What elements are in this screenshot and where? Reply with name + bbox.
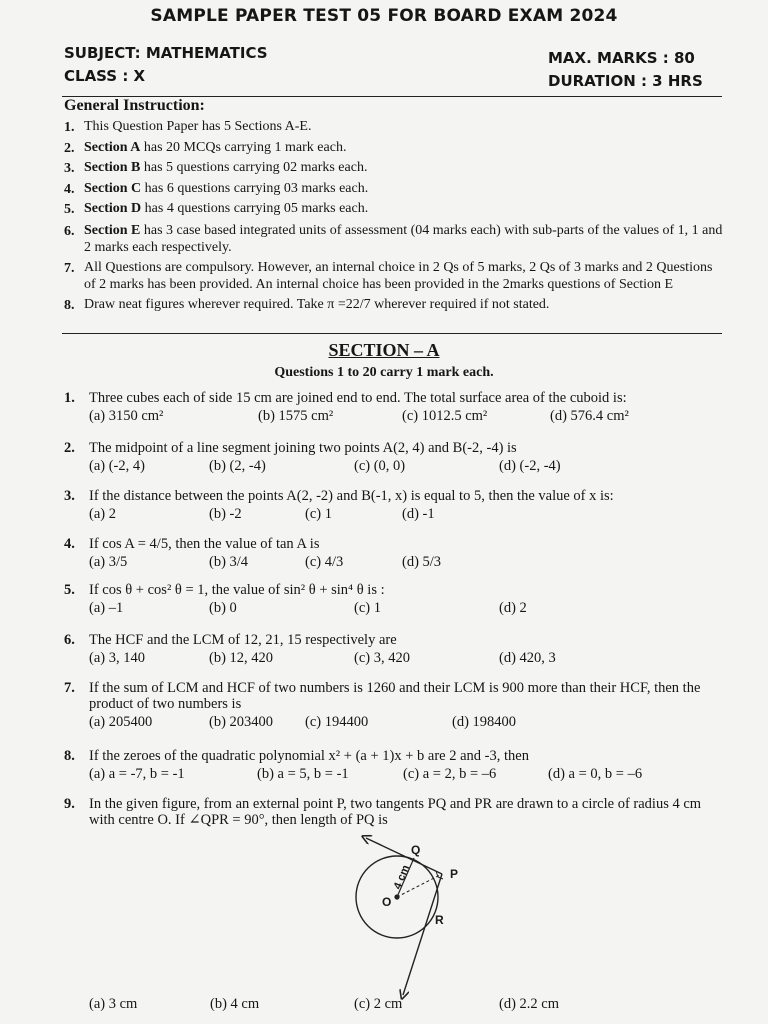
- instruction-item: [64, 259, 724, 293]
- instruction-bold: Section D: [84, 201, 142, 216]
- option-d: (d) (-2, -4): [499, 458, 561, 474]
- instruction-item: [64, 159, 724, 180]
- option-a: (a) 3 cm: [89, 996, 138, 1012]
- option-b: (b) 0: [209, 600, 237, 616]
- section-title-text: SECTION – A: [328, 340, 440, 360]
- question-number: 8.: [64, 748, 75, 764]
- question-number: 4.: [64, 536, 75, 552]
- options: [89, 766, 724, 784]
- option-c: (c) 3, 420: [354, 650, 410, 666]
- instruction-text: [84, 222, 724, 256]
- option-b: (b) -2: [209, 506, 242, 522]
- option-b: (b) 203400: [209, 714, 274, 730]
- section-title: [0, 340, 768, 361]
- instruction-bold: Section E: [84, 222, 141, 238]
- instruction-body: has 4 questions carrying 05 marks each.: [141, 201, 369, 216]
- question-text: If cos A = 4/5, then the value of tan A is: [89, 536, 320, 552]
- instruction-text: [84, 180, 724, 201]
- option-d: (d) 420, 3: [499, 650, 556, 666]
- option-c: (c) 1: [305, 506, 332, 522]
- instruction-bold: Section A: [84, 139, 141, 155]
- instruction-body: All Questions are compulsory. However, an internal choice in 2 Qs of 5 marks, 2 Qs of 3 marks and 2 Questions of 2 marks has been provided. An internal choice has been provided in the 2marks questions of Section E: [84, 259, 713, 292]
- instruction-text: [84, 139, 724, 160]
- option-b: (b) a = 5, b = -1: [257, 766, 349, 782]
- question-number: 9.: [64, 796, 75, 812]
- option-a: (a) 2: [89, 506, 116, 522]
- options: [89, 600, 724, 618]
- instruction-number: 5.: [64, 202, 75, 217]
- instruction-text: [84, 200, 724, 221]
- question-7: [64, 680, 724, 732]
- question-1: [64, 390, 724, 426]
- question-text: If the sum of LCM and HCF of two numbers is 1260 and their LCM is 900 more than their HCF, then the product of two numbers is: [89, 680, 701, 712]
- option-a: (a) 3/5: [89, 554, 128, 570]
- instruction-number: 1.: [64, 120, 75, 135]
- option-c: (c) 2 cm: [354, 996, 403, 1012]
- question-text: If cos θ + cos² θ = 1, the value of sin² θ + sin⁴ θ is :: [89, 582, 385, 598]
- paper-title: SAMPLE PAPER TEST 05 FOR BOARD EXAM 2024: [150, 6, 618, 26]
- option-d: (d) 576.4 cm²: [550, 408, 629, 424]
- question-text: The HCF and the LCM of 12, 21, 15 respectively are: [89, 632, 397, 648]
- instruction-number: 8.: [64, 297, 75, 313]
- option-a: (a) 3, 140: [89, 650, 145, 666]
- question-number: 2.: [64, 440, 75, 456]
- question-text: Three cubes each of side 15 cm are joined end to end. The total surface area of the cuboid is:: [89, 390, 627, 406]
- question-text: In the given figure, from an external point P, two tangents PQ and PR are drawn to a circle of radius 4 cm with centre O. If ∠QPR = 90°, then length of PQ is: [89, 796, 702, 828]
- tangent-pr-line: [403, 874, 442, 995]
- instruction-item: [64, 118, 724, 139]
- instruction-body: has 3 case based integrated units of assessment (04 marks each) with sub-parts of the values of 1, 1 and 2 marks each respectively.: [84, 222, 723, 255]
- option-c: (c) 194400: [305, 714, 369, 730]
- instruction-text: [84, 159, 724, 180]
- option-c: (c) a = 2, b = –6: [403, 766, 497, 782]
- tangent-circle-figure: [340, 832, 480, 1002]
- instruction-number: 7.: [64, 260, 75, 276]
- instruction-body: This Question Paper has 5 Sections A-E.: [84, 119, 312, 134]
- option-b: (b) (2, -4): [209, 458, 266, 474]
- option-d: (d) -1: [402, 506, 435, 522]
- header-left: [64, 42, 268, 88]
- question-text: The midpoint of a line segment joining two points A(2, 4) and B(-2, -4) is: [89, 440, 517, 456]
- option-a: (a) 3150 cm²: [89, 408, 164, 424]
- instruction-text: [84, 296, 724, 317]
- header-right: [548, 47, 703, 93]
- label-radius: 4 cm: [391, 863, 413, 892]
- question-4: [64, 536, 724, 572]
- question-8: [64, 748, 724, 784]
- instruction-body: has 6 questions carrying 03 marks each.: [141, 180, 369, 196]
- question-number: 6.: [64, 632, 75, 648]
- question-number: 1.: [64, 390, 75, 406]
- instruction-body: has 20 MCQs carrying 1 mark each.: [140, 139, 347, 155]
- question-number: 5.: [64, 582, 75, 598]
- instruction-number: 2.: [64, 140, 75, 156]
- option-d: (d) 198400: [452, 714, 517, 730]
- options: [89, 506, 724, 524]
- option-d: (d) 5/3: [402, 554, 442, 570]
- option-a: (a) –1: [89, 600, 124, 616]
- max-marks-label: MAX. MARKS : 80: [548, 49, 695, 67]
- options: [89, 458, 724, 476]
- option-c: (c) 1: [354, 600, 381, 616]
- instruction-body: Draw neat figures wherever required. Take π =22/7 wherever required if not stated.: [84, 296, 550, 312]
- options: [89, 408, 724, 426]
- option-a: (a) (-2, 4): [89, 458, 145, 474]
- instructions-divider: [62, 333, 722, 334]
- option-d: (d) a = 0, b = –6: [548, 766, 643, 782]
- instruction-number: 4.: [64, 181, 75, 197]
- question-6: [64, 632, 724, 668]
- question-9-options: [89, 996, 729, 1016]
- question-text: If the distance between the points A(2, -2) and B(-1, x) is equal to 5, then the value of x is:: [89, 488, 614, 504]
- label-r: R: [435, 913, 444, 927]
- label-q: Q: [411, 843, 421, 857]
- options: [89, 650, 724, 668]
- question-5: [64, 582, 724, 618]
- options: [89, 554, 724, 572]
- label-p: P: [450, 867, 459, 881]
- instruction-bold: Section C: [84, 180, 142, 196]
- option-b: (b) 1575 cm²: [258, 408, 334, 424]
- instructions-title: General Instruction:: [64, 97, 205, 114]
- instruction-text: [84, 259, 724, 293]
- option-b: (b) 12, 420: [209, 650, 274, 666]
- section-subtitle: Questions 1 to 20 carry 1 mark each.: [274, 365, 494, 380]
- class-label: CLASS : X: [64, 67, 146, 85]
- instruction-number: 6.: [64, 223, 75, 239]
- question-3: [64, 488, 724, 524]
- instruction-item: [64, 180, 724, 201]
- instruction-text: [84, 118, 724, 139]
- duration-label: DURATION : 3 HRS: [548, 72, 703, 90]
- question-2: [64, 440, 724, 476]
- question-text: If the zeroes of the quadratic polynomial x² + (a + 1)x + b are 2 and -3, then: [89, 748, 529, 764]
- option-c: (c) 4/3: [305, 554, 344, 570]
- option-b: (b) 4 cm: [210, 996, 260, 1012]
- instructions-list: [64, 118, 724, 316]
- option-b: (b) 3/4: [209, 554, 249, 570]
- option-c: (c) (0, 0): [354, 458, 406, 474]
- options: [89, 714, 724, 732]
- option-a: (a) 205400: [89, 714, 153, 730]
- question-number: 3.: [64, 488, 75, 504]
- label-o: O: [382, 895, 392, 909]
- option-c: (c) 1012.5 cm²: [402, 408, 488, 424]
- question-9: [64, 796, 724, 828]
- instruction-item: [64, 222, 724, 256]
- instruction-item: [64, 139, 724, 160]
- instruction-number: 3.: [64, 161, 75, 176]
- instruction-bold: Section B: [84, 160, 141, 175]
- option-a: (a) a = -7, b = -1: [89, 766, 185, 782]
- question-number: 7.: [64, 680, 75, 696]
- instruction-item: [64, 200, 724, 221]
- option-d: (d) 2: [499, 600, 527, 616]
- instruction-body: has 5 questions carrying 02 marks each.: [140, 160, 368, 175]
- instruction-item: [64, 296, 724, 317]
- subject-label: SUBJECT: MATHEMATICS: [64, 44, 268, 62]
- option-d: (d) 2.2 cm: [499, 996, 559, 1012]
